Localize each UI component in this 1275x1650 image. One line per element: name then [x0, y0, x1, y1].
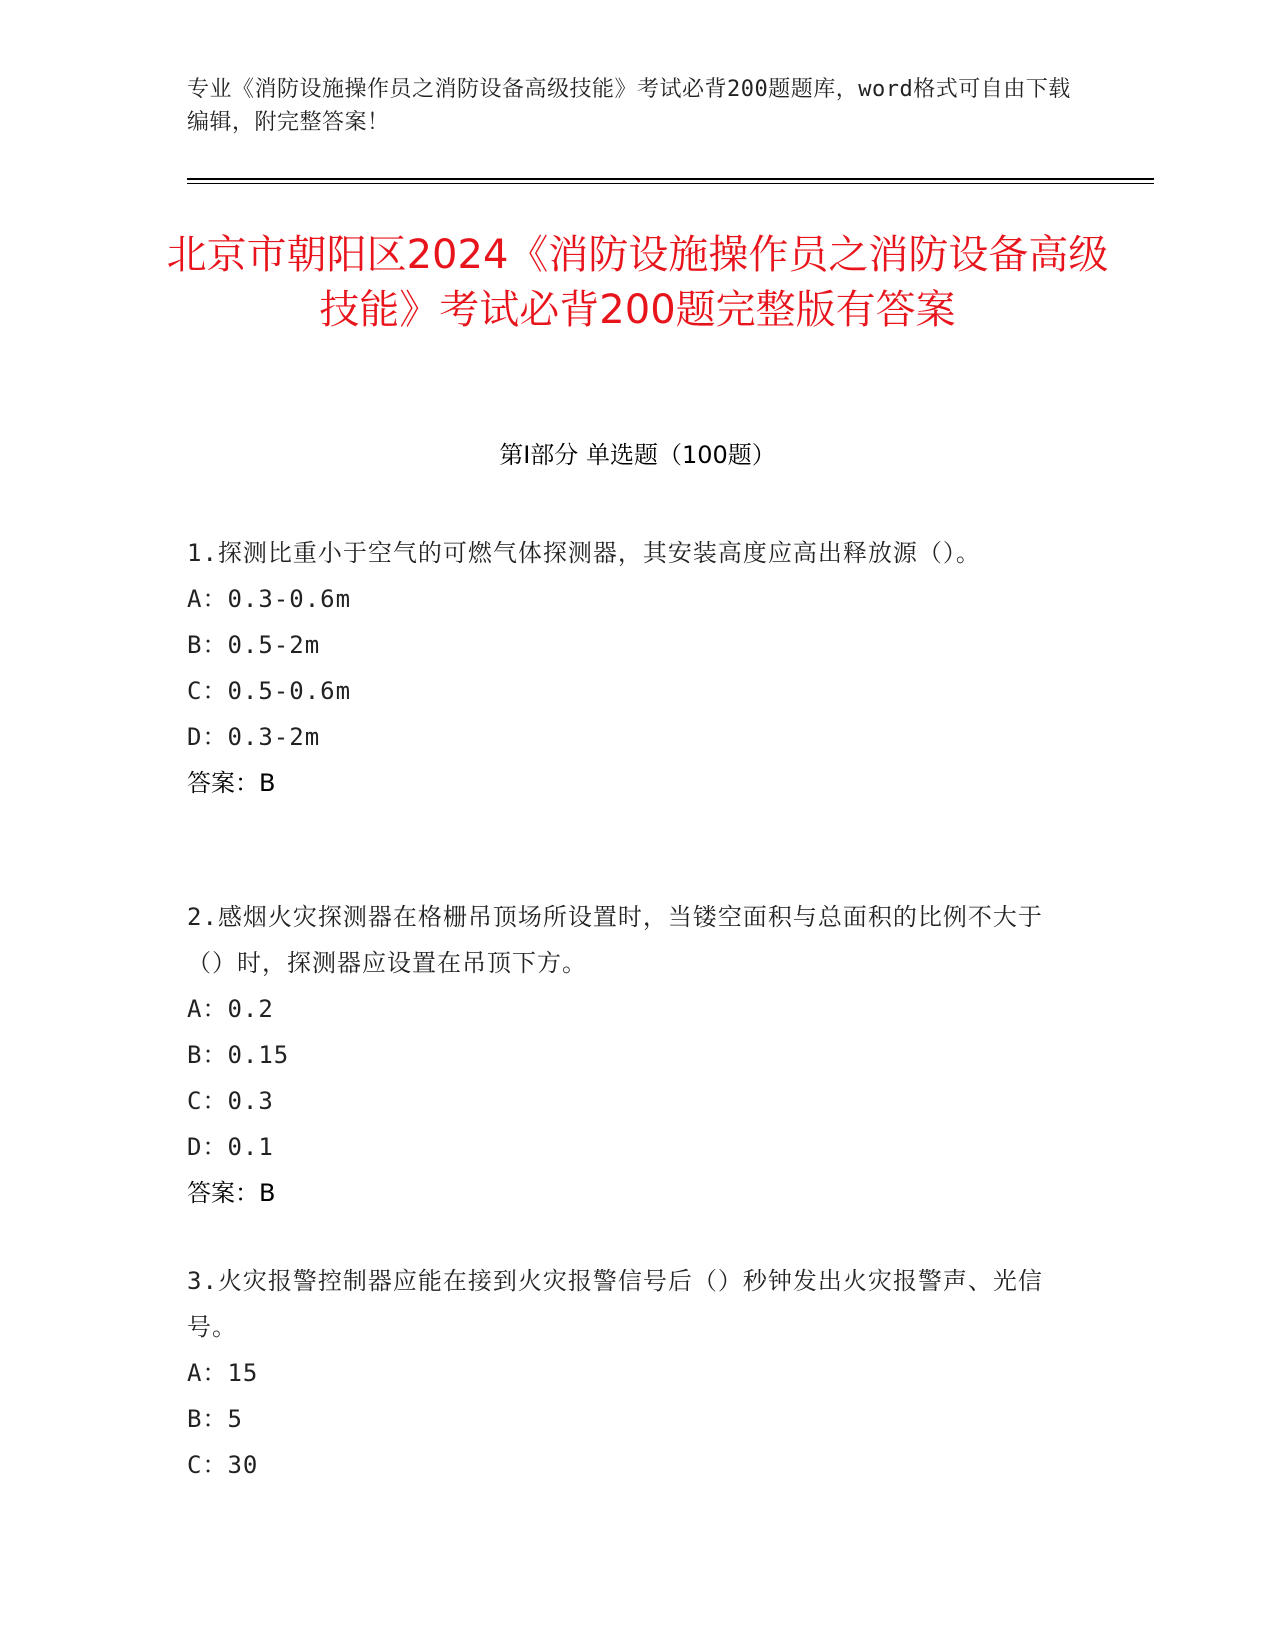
option-c: C：0.5-0.6m	[187, 677, 352, 705]
header-note: 专业《消防设施操作员之消防设备高级技能》考试必背200题题库，word格式可自由下载编辑，附完整答案！	[187, 77, 1071, 135]
header-rule-thin	[187, 183, 1154, 184]
question-stem: 3.火灾报警控制器应能在接到火灾报警信号后（）秒钟发出火灾报警声、光信号。	[187, 1267, 1043, 1341]
question-stem: 2.感烟火灾探测器在格栅吊顶场所设置时，当镂空面积与总面积的比例不大于（）时，探测器应设置在吊顶下方。	[187, 903, 1043, 977]
option-d: D：0.3-2m	[187, 723, 321, 751]
option-a: A：0.2	[187, 995, 274, 1023]
question-stem: 1.探测比重小于空气的可燃气体探测器，其安装高度应高出释放源（）。	[187, 539, 981, 567]
option-c: C：0.3	[187, 1087, 274, 1115]
question-2	[187, 894, 1067, 1216]
answer: 答案：B	[187, 1179, 276, 1207]
option-b: B：0.15	[187, 1041, 290, 1069]
option-a: A：0.3-0.6m	[187, 585, 352, 613]
header-rule-thick	[187, 178, 1154, 180]
option-a: A：15	[187, 1359, 259, 1387]
document-title: 北京市朝阳区2024《消防设施操作员之消防设备高级技能》考试必背200题完整版有答案	[166, 232, 1109, 333]
answer: 答案：B	[187, 769, 276, 797]
option-d: D：0.1	[187, 1133, 274, 1161]
section-heading: 第Ⅰ部分 单选题（100题）	[499, 441, 776, 469]
question-3	[187, 1258, 1067, 1488]
option-b: B：0.5-2m	[187, 631, 321, 659]
option-c: C：30	[187, 1451, 259, 1479]
question-1	[187, 530, 1067, 806]
option-b: B：5	[187, 1405, 243, 1433]
